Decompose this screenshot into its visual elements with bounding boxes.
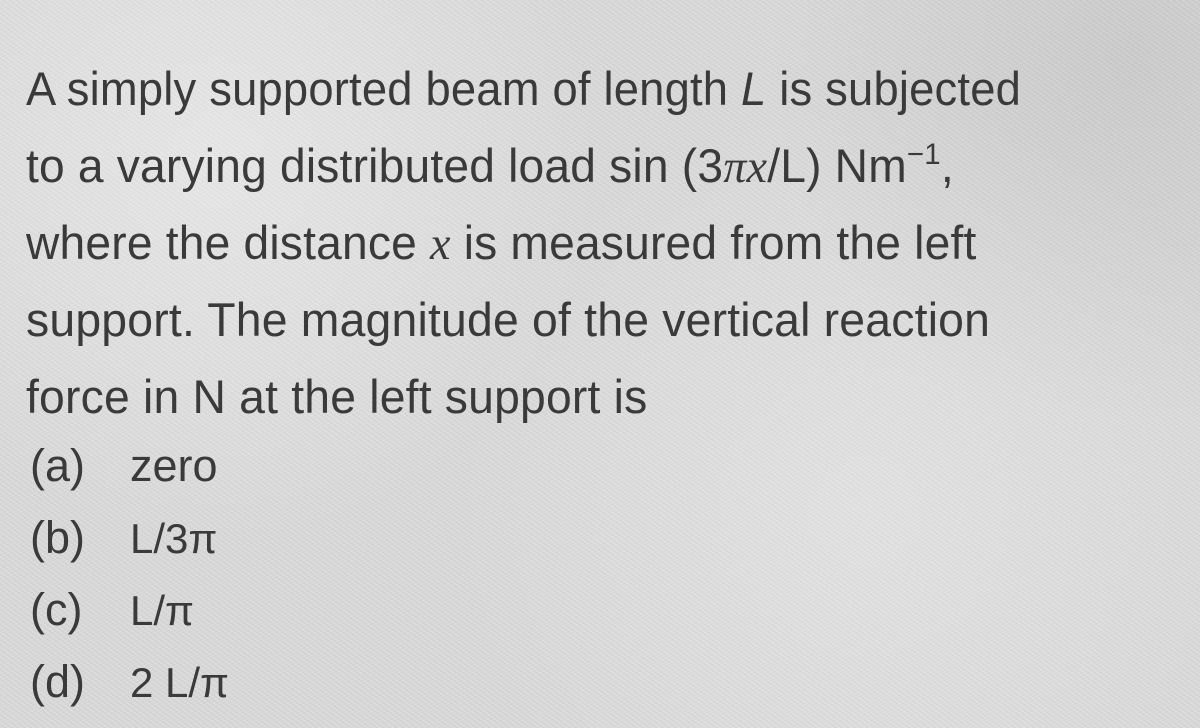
option-d-label: (d) [30,656,85,707]
question-line-5: force in N at the left support is [26,370,648,423]
option-c-text: L/π [130,587,195,634]
unit-exponent: −1 [906,138,941,171]
question-line-2-unit: /L) Nm [767,139,907,192]
question-line-1-start: A simply supported beam of length [26,62,742,115]
question-text [26,50,1191,435]
question-line-2 [26,127,1170,204]
option-d[interactable] [30,646,229,718]
option-b-text: L/3π [130,515,218,562]
option-c[interactable] [30,574,229,646]
answer-options [30,430,229,718]
length-variable: L [741,62,767,115]
distance-variable: x [429,218,451,270]
option-a-text: zero [130,440,218,491]
question-line-1 [26,50,1150,127]
option-c-label: (c) [30,584,83,635]
question-line-2-start: to a varying distributed load sin (3 [26,139,724,192]
question-line-3-end: is measured from the left [450,216,977,269]
question-line-2-end: , [940,139,954,192]
option-d-text: 2 L/π [130,659,230,706]
question-line-3 [26,204,1170,281]
question-line-3-start: where the distance [26,216,430,269]
question-line-4: support. The magnitude of the vertical reaction [26,293,991,346]
option-a[interactable] [30,430,229,502]
load-variable: πx [723,141,768,193]
option-b-label: (b) [30,512,85,563]
option-b[interactable] [30,502,229,574]
question-line-1-end: is subjected [766,62,1022,115]
option-a-label: (a) [30,440,85,491]
